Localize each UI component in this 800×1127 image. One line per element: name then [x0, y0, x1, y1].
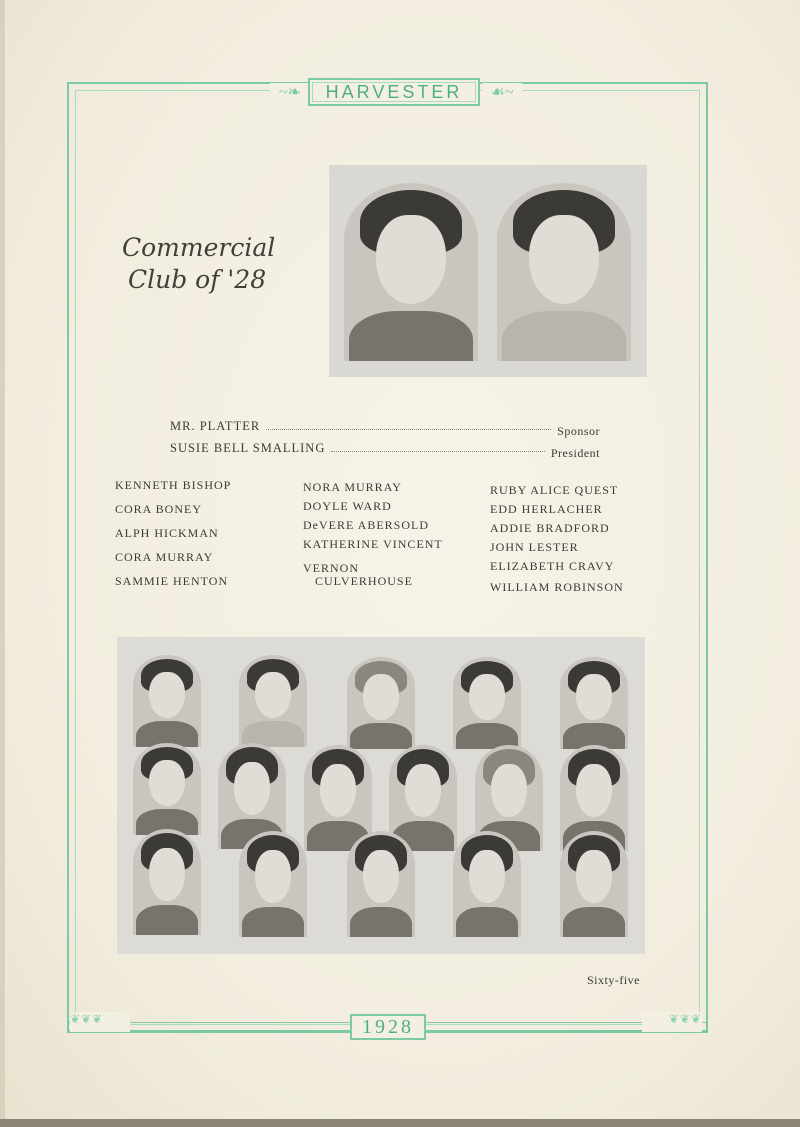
portrait-photo [133, 829, 201, 935]
member-name: KATHERINE VINCENT [303, 537, 443, 551]
header-title: HARVESTER [325, 81, 463, 102]
portrait-photo [560, 657, 628, 749]
corner-ornament-left-icon: ❦❦❦ [70, 1012, 130, 1032]
page-number: Sixty-five [587, 973, 640, 987]
member-name: ADDIE BRADFORD [490, 521, 610, 535]
member-name: DOYLE WARD [303, 499, 392, 513]
sponsor-photo-panel [329, 165, 647, 377]
member-name: CORA MURRAY [115, 550, 214, 564]
officer-role: Sponsor [557, 424, 600, 438]
portrait-photo [133, 655, 201, 747]
member-name: DeVERE ABERSOLD [303, 518, 429, 532]
title-line-2: Club of '28 [128, 265, 267, 294]
member-name: SAMMIE HENTON [115, 574, 229, 588]
officer-name: MR. PLATTER [170, 419, 261, 433]
member-name: CORA BONEY [115, 502, 203, 516]
member-column-3 [490, 481, 624, 597]
portrait-photo [453, 657, 521, 749]
portrait-photo [347, 831, 415, 937]
footer-plate [350, 1014, 426, 1040]
portrait-photo [453, 831, 521, 937]
member-name: ALPH HICKMAN [115, 526, 219, 540]
header-plate [308, 78, 480, 106]
officer-name: SUSIE BELL SMALLING [170, 441, 326, 455]
portrait-photo [560, 831, 628, 937]
group-photo-panel [117, 637, 645, 954]
portrait-photo [497, 183, 631, 361]
member-name: KENNETH BISHOP [115, 478, 232, 492]
portrait-photo [304, 745, 372, 851]
officer-row [170, 438, 600, 460]
member-name: ELIZABETH CRAVY [490, 559, 615, 573]
portrait-photo [347, 657, 415, 749]
footer-year: 1928 [362, 1015, 414, 1038]
officer-role: President [550, 446, 600, 460]
dot-leader [266, 429, 551, 430]
officer-row [170, 416, 600, 438]
member-column-1 [115, 476, 231, 596]
member-name-line-1: VERNON [303, 561, 359, 575]
portrait-photo [133, 743, 201, 835]
member-name: RUBY ALICE QUEST [490, 483, 619, 497]
member-name [303, 562, 443, 588]
member-name-line-2: CULVERHOUSE [315, 574, 413, 588]
page-title [122, 232, 322, 296]
portrait-photo [389, 745, 457, 851]
scroll-ornament-right-icon: ☙~ [482, 83, 522, 103]
title-line-1: Commercial [122, 233, 276, 262]
member-name: EDD HERLACHER [490, 502, 603, 516]
member-name: JOHN LESTER [490, 540, 579, 554]
portrait-photo [239, 655, 307, 747]
scroll-ornament-left-icon: ~❧ [270, 83, 310, 103]
portrait-photo [239, 831, 307, 937]
member-column-2 [303, 478, 443, 588]
dot-leader [331, 451, 544, 452]
corner-ornament-right-icon: ❦❦❦ [642, 1012, 702, 1032]
page-spine [0, 0, 5, 1127]
page-bottom-edge [0, 1119, 800, 1127]
member-name: WILLIAM ROBINSON [490, 580, 624, 594]
member-name: NORA MURRAY [303, 480, 402, 494]
portrait-photo [344, 183, 478, 361]
